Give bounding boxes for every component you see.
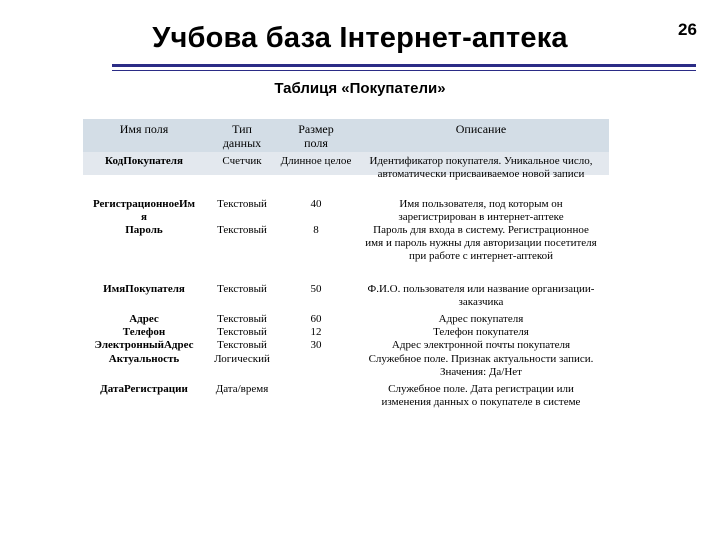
row-3-size: 50 bbox=[310, 283, 322, 295]
row-3-name: ИмяПокупателя bbox=[103, 283, 185, 295]
row-0-description-line1: Идентификатор покупателя. Уникальное число, bbox=[369, 155, 593, 167]
customers-table bbox=[83, 119, 609, 409]
row-5-description: Телефон покупателя bbox=[433, 326, 529, 338]
row-7-name: Актуальность bbox=[108, 353, 180, 365]
row-0-type: Счетчик bbox=[222, 155, 262, 167]
row-7-type: Логический bbox=[214, 353, 270, 365]
row-5-type: Текстовый bbox=[217, 326, 267, 338]
slide-title: Учбова база Інтернет-аптека bbox=[152, 22, 568, 54]
header-field-name: Имя поля bbox=[119, 122, 169, 136]
row-7-description-line2: Значения: Да/Нет bbox=[440, 366, 522, 378]
row-2-description-line2: имя и пароль нужны для авторизации посетителя bbox=[365, 237, 597, 249]
row-6-description: Адрес электронной почты покупателя bbox=[391, 339, 571, 351]
row-1-name-line2: я bbox=[141, 211, 147, 223]
row-2-type: Текстовый bbox=[217, 224, 267, 236]
row-1-description-line2: зарегистрирован в интернет-аптеке bbox=[398, 211, 564, 223]
row-2-name: Пароль bbox=[125, 224, 163, 236]
table-caption: Таблиця «Покупатели» bbox=[274, 80, 446, 97]
row-8-description-line2: изменения данных о покупателе в системе bbox=[381, 396, 581, 408]
row-5-size: 12 bbox=[310, 326, 322, 338]
row-2-description-line3: при работе с интернет-аптекой bbox=[408, 250, 554, 262]
row-4-name: Адрес bbox=[129, 313, 159, 325]
row-3-description-line1: Ф.И.О. пользователя или название организации- bbox=[367, 283, 595, 295]
row-6-name: ЭлектронныйАдрес bbox=[94, 339, 194, 351]
row-3-type: Текстовый bbox=[217, 283, 267, 295]
header-data-type-line2: данных bbox=[222, 136, 262, 150]
row-4-type: Текстовый bbox=[217, 313, 267, 325]
row-8-name: ДатаРегистрации bbox=[100, 383, 188, 395]
title-rule-thick bbox=[112, 64, 696, 67]
row-2-size: 8 bbox=[313, 224, 319, 236]
row-4-description: Адрес покупателя bbox=[438, 313, 524, 325]
row-1-type: Текстовый bbox=[217, 198, 267, 210]
row-8-description-line1: Служебное поле. Дата регистрации или bbox=[388, 383, 574, 395]
row-1-name-line1: РегистрационноеИм bbox=[92, 198, 196, 210]
header-field-size-line2: поля bbox=[304, 136, 328, 150]
row-2-description-line1: Пароль для входа в систему. Регистрационное bbox=[373, 224, 589, 236]
row-7-description-line1: Служебное поле. Признак актуальности записи. bbox=[368, 353, 594, 365]
row-5-name: Телефон bbox=[122, 326, 166, 338]
row-0-name: КодПокупателя bbox=[105, 155, 183, 167]
header-description: Описание bbox=[455, 122, 507, 136]
row-0-size: Длинное целое bbox=[280, 155, 352, 167]
header-data-type-line1: Тип bbox=[232, 122, 252, 136]
row-6-type: Текстовый bbox=[217, 339, 267, 351]
page-number: 26 bbox=[678, 20, 697, 39]
row-3-description-line2: заказчика bbox=[458, 296, 504, 308]
row-1-size: 40 bbox=[310, 198, 322, 210]
row-6-size: 30 bbox=[310, 339, 322, 351]
row-4-size: 60 bbox=[310, 313, 322, 325]
title-rule-thin bbox=[112, 70, 696, 71]
row-8-type: Дата/время bbox=[215, 383, 269, 395]
row-0-description-line2: автоматически присваиваемое новой записи bbox=[377, 168, 585, 180]
header-field-size-line1: Размер bbox=[298, 122, 334, 136]
row-1-description-line1: Имя пользователя, под которым он bbox=[399, 198, 563, 210]
